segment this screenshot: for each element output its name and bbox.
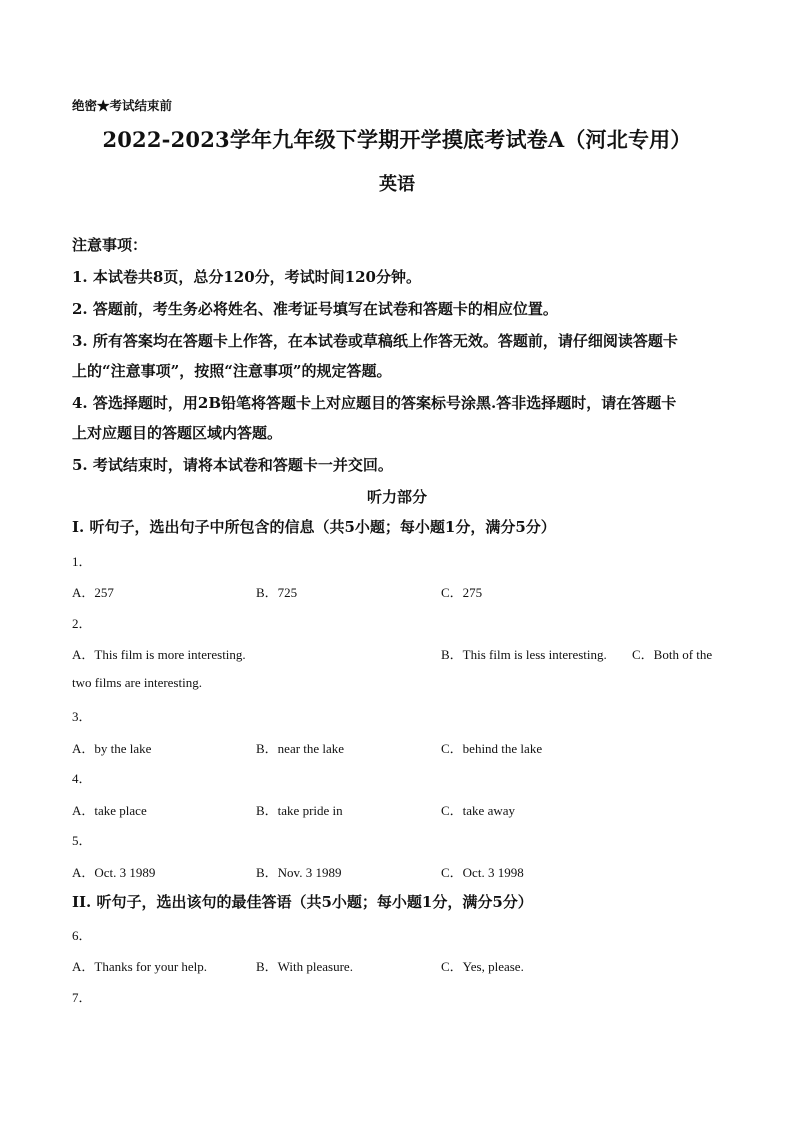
notice-item: 3. 所有答案均在答题卡上作答，在本试卷或草稿纸上作答无效。答题前，请仔细阅读答题卡 — [72, 332, 678, 350]
question-number: 5． — [72, 833, 92, 848]
option-a: A．take place — [72, 803, 147, 818]
option-b: B．near the lake — [256, 741, 345, 756]
option-c: C．Both of the — [632, 647, 713, 662]
notice-item: 4. 答选择题时，用2B铅笔将答题卡上对应题目的答案标号涂黑.答非选择题时，请在答题卡 — [72, 394, 677, 412]
question-number: 7． — [72, 990, 92, 1005]
option-c: C．behind the lake — [441, 741, 543, 756]
option-b: B．take pride in — [256, 803, 343, 818]
part-2-heading: II. 听句子，选出该句的最佳答语（共5小题；每小题1分，满分5分） — [72, 893, 533, 911]
option-b: B．With pleasure. — [256, 959, 353, 974]
option-a: A．by the lake — [72, 741, 152, 756]
listening-section-title: 听力部分 — [366, 488, 427, 506]
part-1-heading: Ⅰ. 听句子，选出句子中所包含的信息（共5小题；每小题1分，满分5分） — [72, 518, 556, 536]
option-c-continued: two films are interesting. — [72, 675, 202, 690]
notice-heading: 注意事项： — [72, 236, 148, 254]
subject-title: 英语 — [379, 174, 415, 195]
notice-item: 2. 答题前，考生务必将姓名、准考证号填写在试卷和答题卡的相应位置。 — [72, 300, 558, 318]
option-c: C．Yes, please. — [441, 959, 524, 974]
question-number: 3． — [72, 709, 92, 724]
option-b: B．Nov. 3 1989 — [256, 865, 342, 880]
option-c: C．Oct. 3 1998 — [441, 865, 524, 880]
question-number: 1． — [72, 554, 92, 569]
exam-title: 2022-2023学年九年级下学期开学摸底考试卷A（河北专用） — [102, 127, 692, 152]
option-b: B．This film is less interesting. — [441, 647, 607, 662]
option-a: A．Oct. 3 1989 — [72, 865, 156, 880]
notice-item: 上的“注意事项”，按照“注意事项”的规定答题。 — [72, 362, 392, 380]
option-c: C．275 — [441, 585, 483, 600]
notice-item: 上对应题目的答题区域内答题。 — [72, 424, 283, 442]
option-a: A．This film is more interesting. — [72, 647, 246, 662]
option-c: C．take away — [441, 803, 516, 818]
question-number: 4． — [72, 771, 92, 786]
notice-item: 5. 考试结束时，请将本试卷和答题卡一并交回。 — [72, 456, 393, 474]
option-a: A．Thanks for your help. — [72, 959, 208, 974]
confidential-label: 绝密★考试结束前 — [72, 98, 173, 113]
question-number: 6． — [72, 928, 92, 943]
question-number: 2． — [72, 616, 92, 631]
option-a: A．257 — [72, 585, 114, 600]
notice-item: 1. 本试卷共8页，总分120分，考试时间120分钟。 — [72, 268, 421, 286]
option-b: B．725 — [256, 585, 298, 600]
